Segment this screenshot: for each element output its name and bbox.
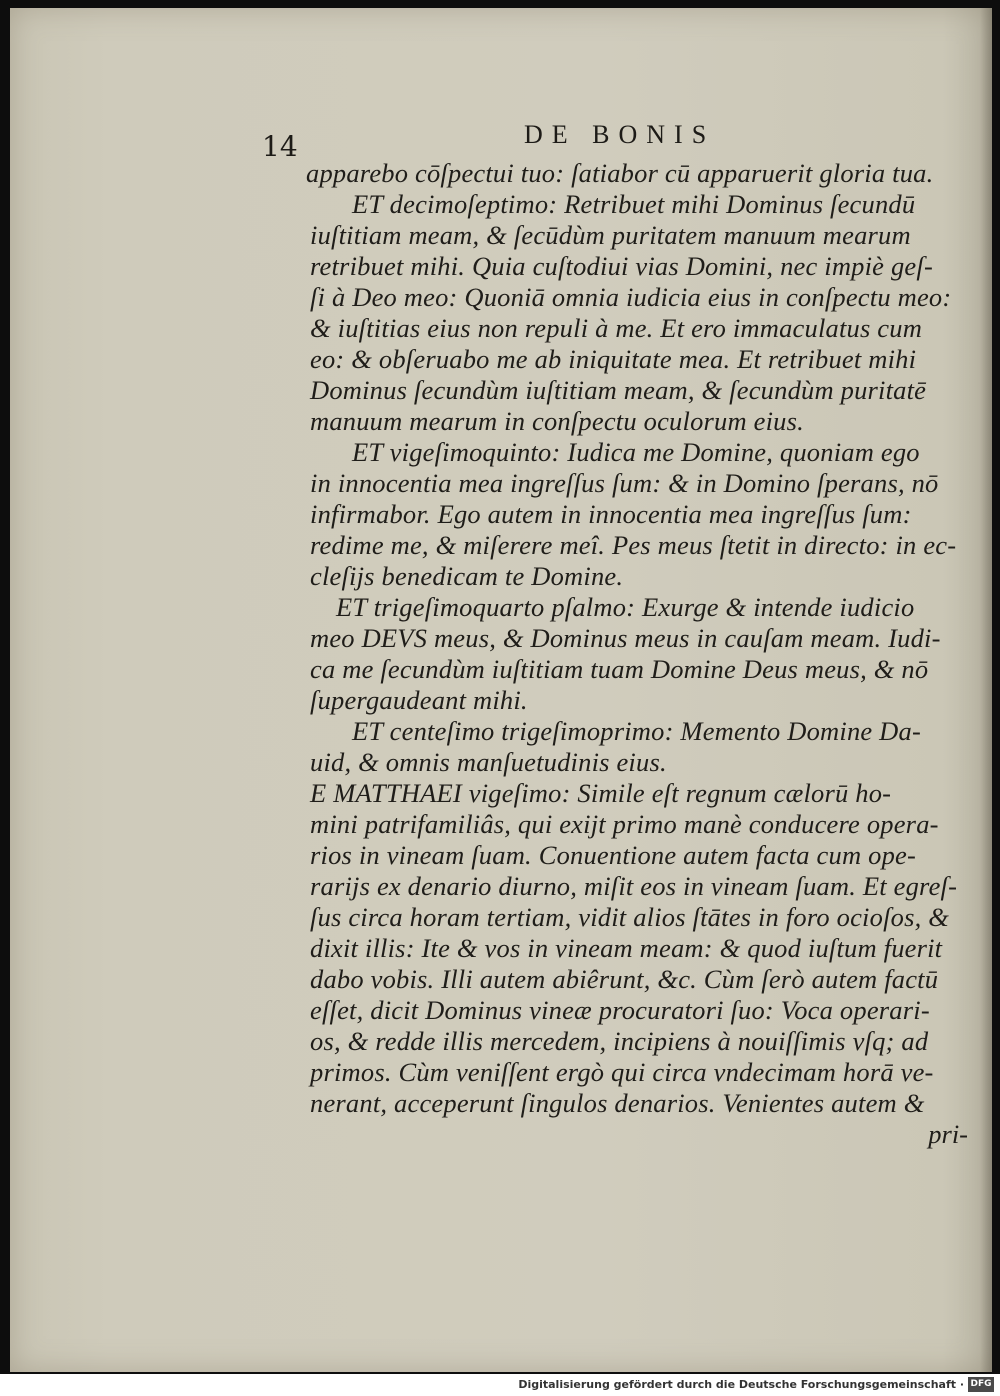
text-line: apparebo cōſpectui tuo: ſatiabor cū apparuerit gloria tua. [306, 158, 934, 188]
text-line: mini patrifamiliâs, qui exijt primo manè conducere opera- [310, 809, 939, 839]
text-line: ſupergaudeant mihi. [310, 685, 528, 715]
text-line: E MATTHAEI vigeſimo: Simile eſt regnum cælorū ho- [310, 778, 892, 808]
text-line: cleſijs benedicam te Domine. [310, 561, 624, 591]
text-line: ca me ſecundùm iuſtitiam tuam Domine Deus meus, & nō [310, 654, 929, 684]
running-head: DE BONIS [524, 120, 716, 149]
text-line: dabo vobis. Illi autem abiêrunt, &c. Cùm ſerò autem factū [310, 964, 939, 994]
text-line: manuum mearum in conſpectu oculorum eius. [310, 406, 804, 436]
funding-credit: Digitalisierung gefördert durch die Deutsche Forschungsgemeinschaft · [518, 1378, 964, 1391]
text-line: eſſet, dicit Dominus vineæ procuratori ſuo: Voca operari- [310, 995, 930, 1025]
text-line: dixit illis: Ite & vos in vineam meam: & quod iuſtum fuerit [310, 933, 943, 963]
text-line: nerant, acceperunt ſingulos denarios. Venientes autem & [310, 1088, 925, 1118]
book-page [10, 8, 992, 1372]
text-line: retribuet mihi. Quia cuſtodiui vias Domini, nec impiè geſ- [310, 251, 933, 281]
text-line: & iuſtitias eius non repuli à me. Et ero immaculatus cum [310, 313, 923, 343]
text-line: infirmabor. Ego autem in innocentia mea ingreſſus ſum: [310, 499, 912, 529]
text-line: meo DEVS meus, & Dominus meus in cauſam meam. Iudi- [310, 623, 941, 653]
text-line: rarijs ex denario diurno, miſit eos in vineam ſuam. Et egreſ- [310, 871, 958, 901]
page-edge-shadow [980, 8, 992, 1372]
text-line: rios in vineam ſuam. Conuentione autem facta cum ope- [310, 840, 917, 870]
dfg-logo: DFG [968, 1377, 994, 1392]
catchword: pri- [928, 1119, 968, 1149]
text-line: redime me, & miſerere meî. Pes meus ſtetit in directo: in ec- [310, 530, 957, 560]
footer-bar [0, 1374, 1000, 1396]
body-text [306, 158, 970, 1150]
text-line: uid, & omnis manſuetudinis eius. [310, 747, 667, 777]
text-line: Dominus ſecundùm iuſtitiam meam, & ſecundùm puritatē [310, 375, 927, 405]
text-line: eo: & obſeruabo me ab iniquitate mea. Et retribuet mihi [310, 344, 917, 374]
text-line: primos. Cùm veniſſent ergò qui circa vndecimam horā ve- [310, 1057, 934, 1087]
page-number: 14 [262, 130, 298, 163]
text-line: in innocentia mea ingreſſus ſum: & in Domino ſperans, nō [310, 468, 939, 498]
text-line: iuſtitiam meam, & ſecūdùm puritatem manuum mearum [310, 220, 911, 250]
text-line: ſus circa horam tertiam, vidit alios ſtātes in foro ocioſos, & [310, 902, 950, 932]
text-line: ET centeſimo trigeſimoprimo: Memento Domine Da- [352, 716, 921, 746]
page-header [10, 114, 992, 163]
text-line: ET trigeſimoquarto pſalmo: Exurge & intende iudicio [336, 592, 915, 622]
text-line: os, & redde illis mercedem, incipiens à nouiſſimis vſq; ad [310, 1026, 929, 1056]
text-line: ET decimoſeptimo: Retribuet mihi Dominus ſecundū [352, 189, 916, 219]
text-line: ſi à Deo meo: Quoniā omnia iudicia eius in conſpectu meo: [310, 282, 952, 312]
text-line: ET vigeſimoquinto: Iudica me Domine, quoniam ego [352, 437, 920, 467]
